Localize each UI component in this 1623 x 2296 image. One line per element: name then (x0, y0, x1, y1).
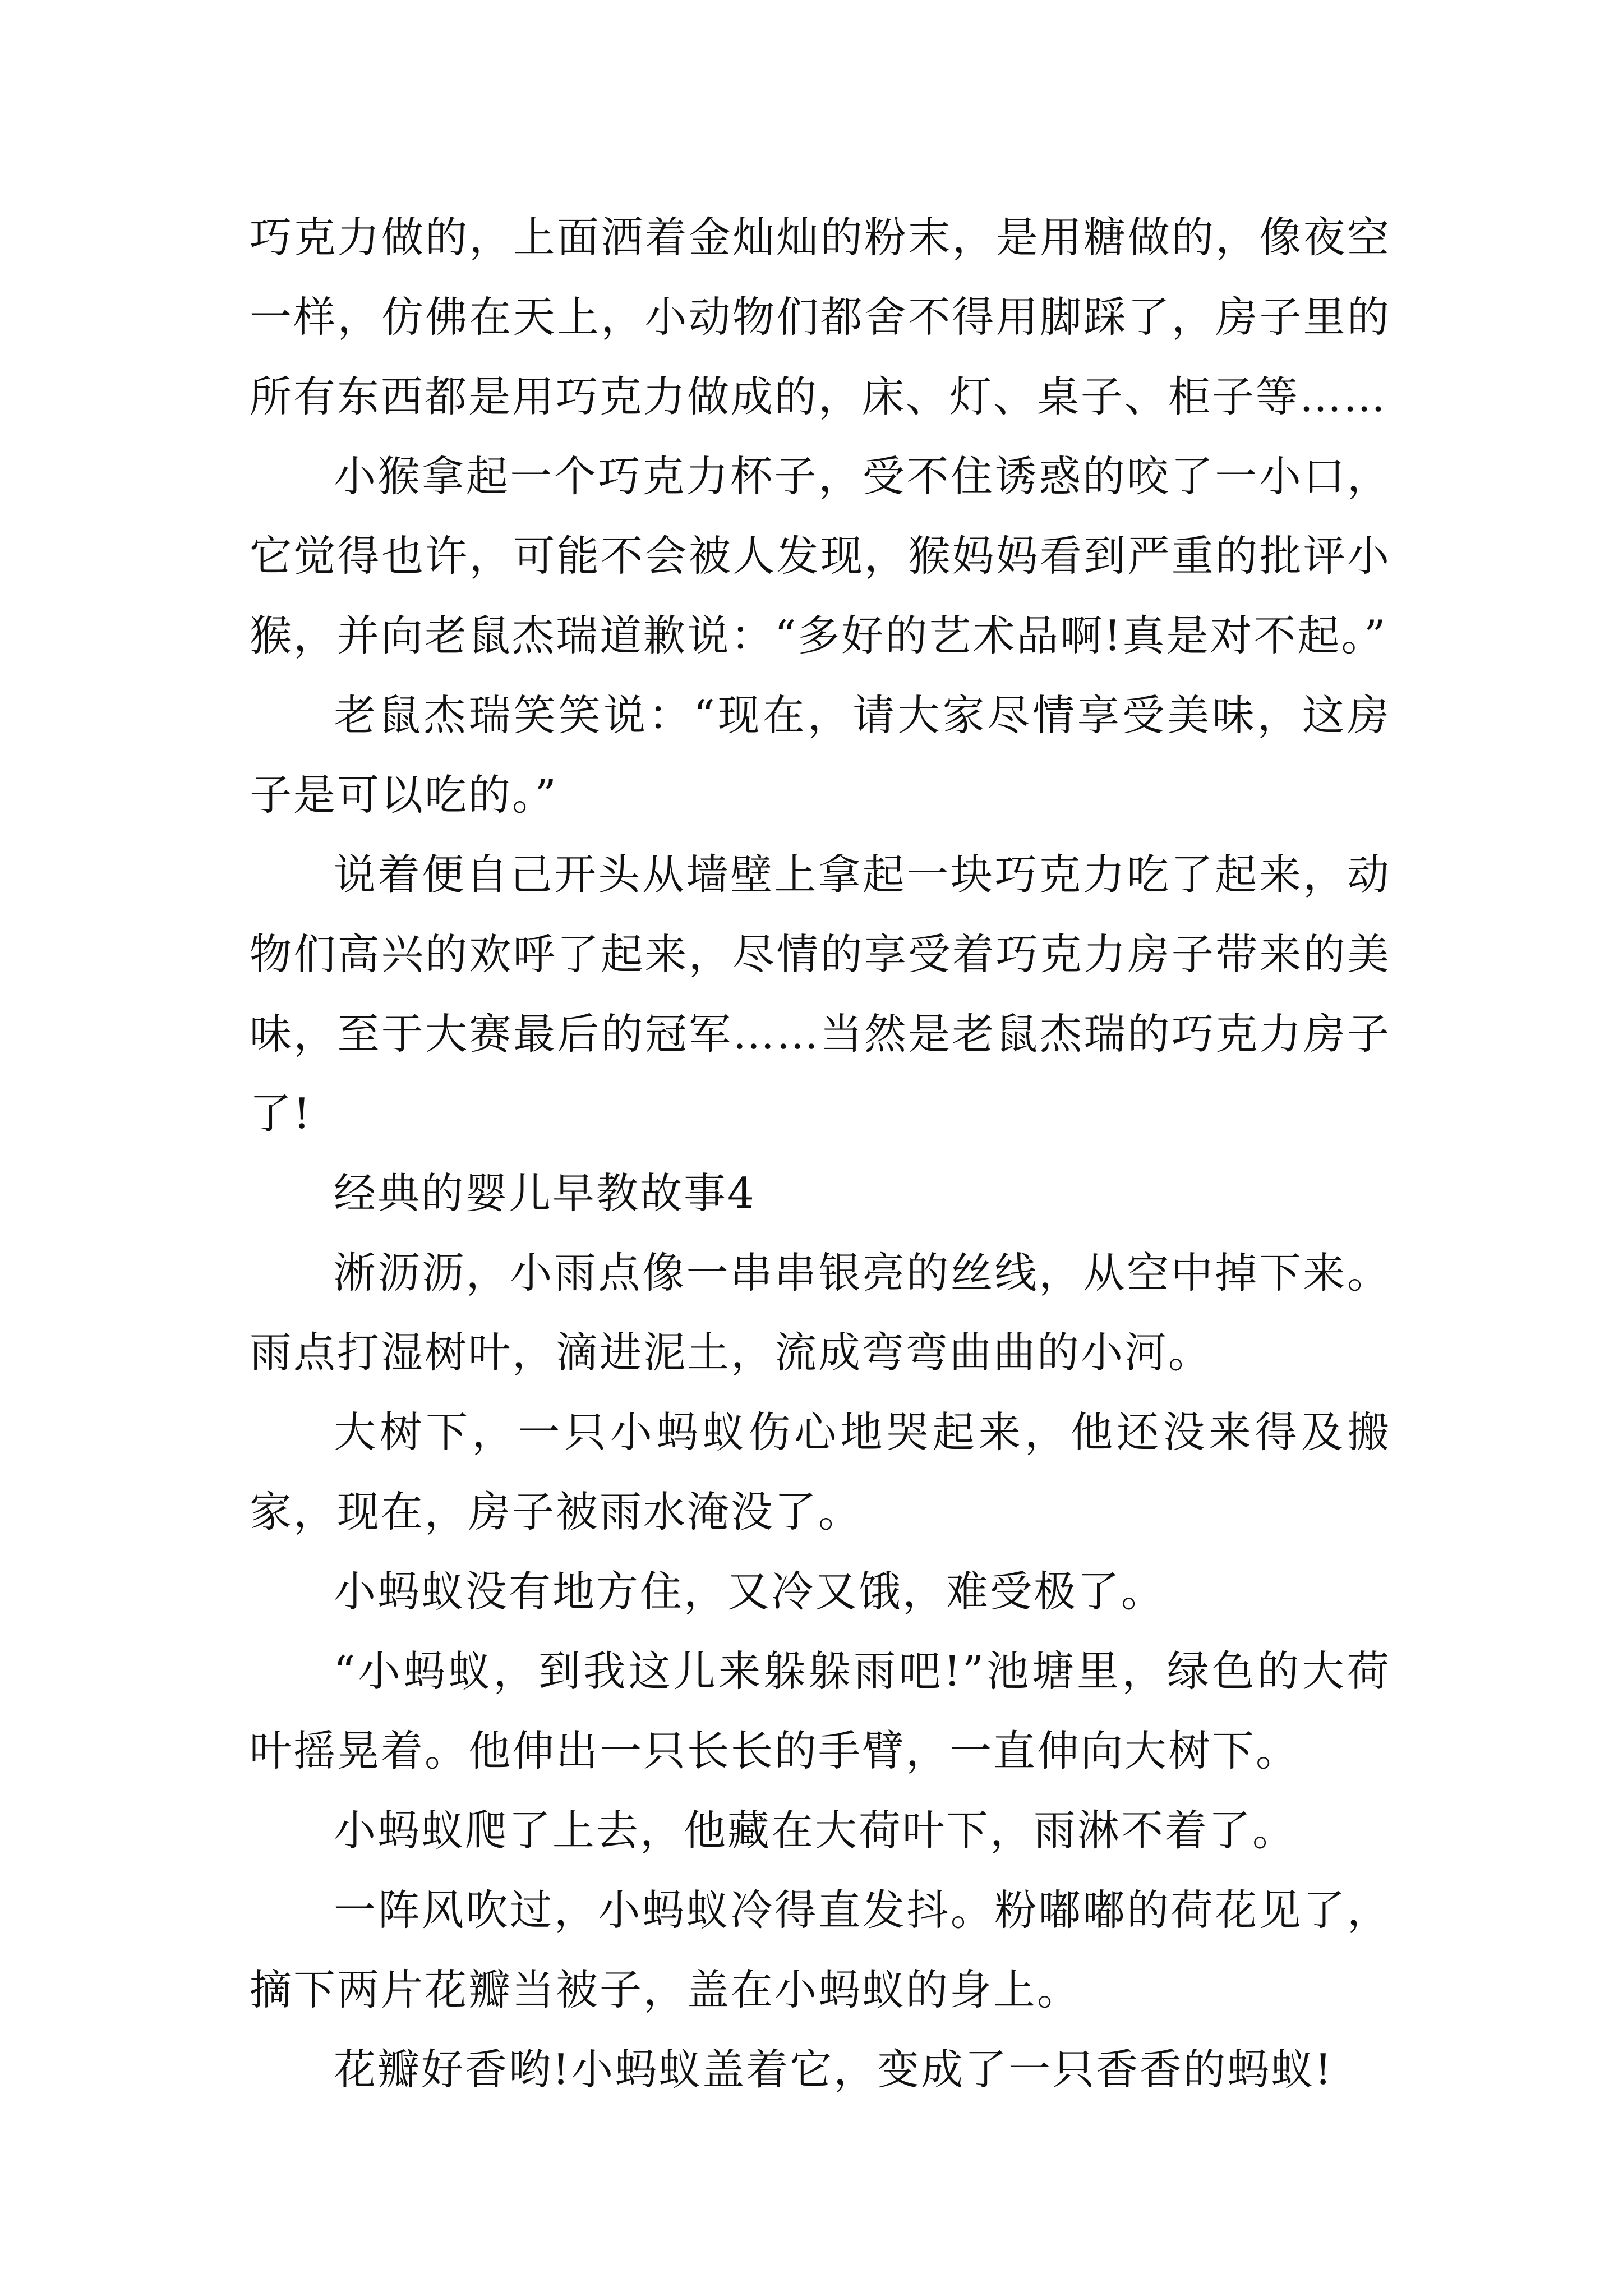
paragraph-ant-climb: 小蚂蚁爬了上去，他藏在大荷叶下，雨淋不着了。 (334, 1806, 1297, 1855)
paragraph-ant-cold: 小蚂蚁没有地方住，又冷又饿，难受极了。 (334, 1567, 1165, 1616)
section-title: 经典的婴儿早教故事4 (334, 1168, 756, 1218)
paragraph-eating: 说着便自己开头从墙壁上拿起一块巧克力吃了起来，动物们高兴的欢呼了起来，尽情的享受着巧克力房子带来的美味，至于大赛最后的冠军……当然是老鼠杰瑞的巧克力房子了! (250, 850, 1391, 1138)
paragraph-fragrant-ant: 花瓣好香哟!小蚂蚁盖着它，变成了一只香香的蚂蚁! (334, 2045, 1334, 2094)
paragraph-lotus-flower: 一阵风吹过，小蚂蚁冷得直发抖。粉嘟嘟的荷花见了，摘下两片花瓣当被子，盖在小蚂蚁的身上。 (250, 1885, 1391, 2014)
paragraph-rain: 淅沥沥，小雨点像一串串银亮的丝线，从空中掉下来。雨点打湿树叶，滴进泥土，流成弯弯曲曲的小河。 (250, 1248, 1391, 1377)
paragraph-jerry-speech: 老鼠杰瑞笑笑说：“现在，请大家尽情享受美味，这房子是可以吃的。” (250, 691, 1391, 820)
paragraph-ant-crying: 大树下，一只小蚂蚁伤心地哭起来，他还没来得及搬家，现在，房子被雨水淹没了。 (250, 1407, 1391, 1536)
paragraph-continuation: 巧克力做的，上面洒着金灿灿的粉末，是用糖做的，像夜空一样，仿佛在天上，小动物们都舍不得用脚踩了，房子里的所有东西都是用巧克力做成的，床、灯、桌子、柜子等…… (250, 213, 1391, 421)
story-text (250, 197, 1391, 2109)
paragraph-monkey: 小猴拿起一个巧克力杯子，受不住诱惑的咬了一小口，它觉得也许，可能不会被人发现，猴妈妈看到严重的批评小猴，并向老鼠杰瑞道歉说：“多好的艺术品啊!真是对不起。” (250, 452, 1391, 660)
paragraph-lotus-leaf: “小蚂蚁，到我这儿来躲躲雨吧!”池塘里，绿色的大荷叶摇晃着。他伸出一只长长的手臂，一直伸向大树下。 (250, 1646, 1391, 1775)
